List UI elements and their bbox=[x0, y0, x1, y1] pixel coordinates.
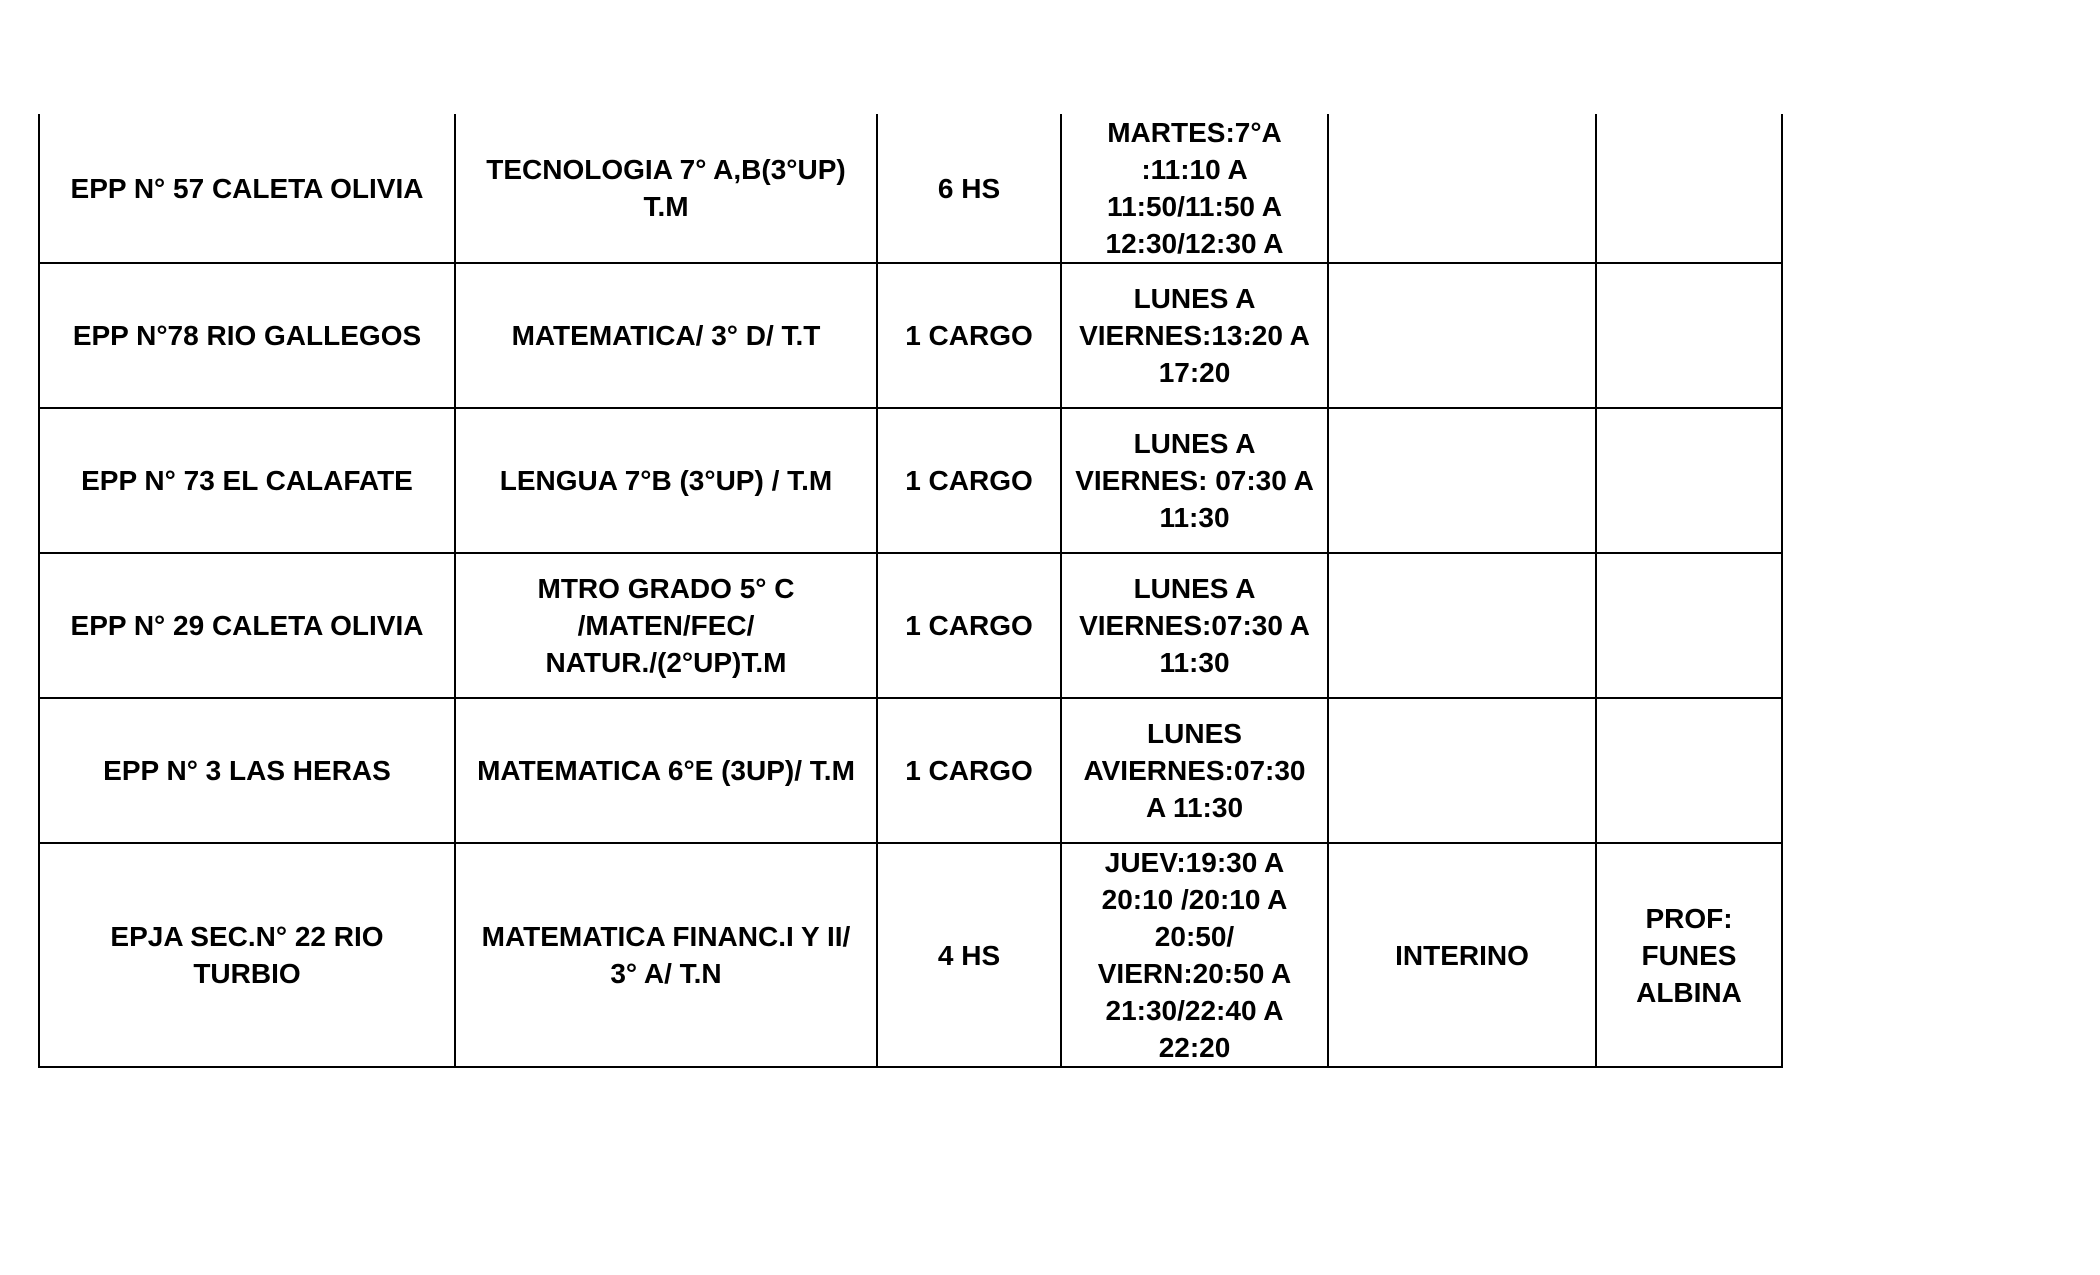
load-cell: 1 CARGO bbox=[877, 553, 1061, 698]
status-cell bbox=[1328, 263, 1596, 408]
school-cell: EPP N°78 RIO GALLEGOS bbox=[39, 263, 455, 408]
schedule-cell: LUNES A VIERNES: 07:30 A 11:30 bbox=[1061, 408, 1328, 553]
schedule-cell: LUNES AVIERNES:07:30 A 11:30 bbox=[1061, 698, 1328, 843]
schedule-cell: LUNES A VIERNES:13:20 A 17:20 bbox=[1061, 263, 1328, 408]
table-row bbox=[39, 408, 1782, 553]
table-row bbox=[39, 114, 1782, 263]
status-cell bbox=[1328, 698, 1596, 843]
schedule-cell: MARTES:7°A :11:10 A 11:50/11:50 A 12:30/12:30 A bbox=[1061, 114, 1328, 263]
status-cell: INTERINO bbox=[1328, 843, 1596, 1067]
table-row bbox=[39, 553, 1782, 698]
school-cell: EPP N° 29 CALETA OLIVIA bbox=[39, 553, 455, 698]
load-cell: 1 CARGO bbox=[877, 263, 1061, 408]
note-cell bbox=[1596, 698, 1782, 843]
load-cell: 1 CARGO bbox=[877, 408, 1061, 553]
note-cell bbox=[1596, 408, 1782, 553]
table-row bbox=[39, 843, 1782, 1067]
subject-cell: MTRO GRADO 5° C /MATEN/FEC/ NATUR./(2°UP)T.M bbox=[455, 553, 877, 698]
load-cell: 4 HS bbox=[877, 843, 1061, 1067]
load-cell: 6 HS bbox=[877, 114, 1061, 263]
subject-cell: MATEMATICA FINANC.I Y II/ 3° A/ T.N bbox=[455, 843, 877, 1067]
school-cell: EPJA SEC.N° 22 RIO TURBIO bbox=[39, 843, 455, 1067]
status-cell bbox=[1328, 408, 1596, 553]
school-cell: EPP N° 73 EL CALAFATE bbox=[39, 408, 455, 553]
status-cell bbox=[1328, 114, 1596, 263]
status-cell bbox=[1328, 553, 1596, 698]
note-cell bbox=[1596, 553, 1782, 698]
school-cell: EPP N° 57 CALETA OLIVIA bbox=[39, 114, 455, 263]
table-row bbox=[39, 263, 1782, 408]
subject-cell: LENGUA 7°B (3°UP) / T.M bbox=[455, 408, 877, 553]
table-row bbox=[39, 698, 1782, 843]
note-cell bbox=[1596, 114, 1782, 263]
subject-cell: MATEMATICA/ 3° D/ T.T bbox=[455, 263, 877, 408]
note-cell: PROF: FUNES ALBINA bbox=[1596, 843, 1782, 1067]
subject-cell: TECNOLOGIA 7° A,B(3°UP) T.M bbox=[455, 114, 877, 263]
assignments-table bbox=[38, 114, 1783, 1068]
schedule-cell: JUEV:19:30 A 20:10 /20:10 A 20:50/ VIERN:20:50 A 21:30/22:40 A 22:20 bbox=[1061, 843, 1328, 1067]
note-cell bbox=[1596, 263, 1782, 408]
schedule-cell: LUNES A VIERNES:07:30 A 11:30 bbox=[1061, 553, 1328, 698]
subject-cell: MATEMATICA 6°E (3UP)/ T.M bbox=[455, 698, 877, 843]
school-cell: EPP N° 3 LAS HERAS bbox=[39, 698, 455, 843]
load-cell: 1 CARGO bbox=[877, 698, 1061, 843]
